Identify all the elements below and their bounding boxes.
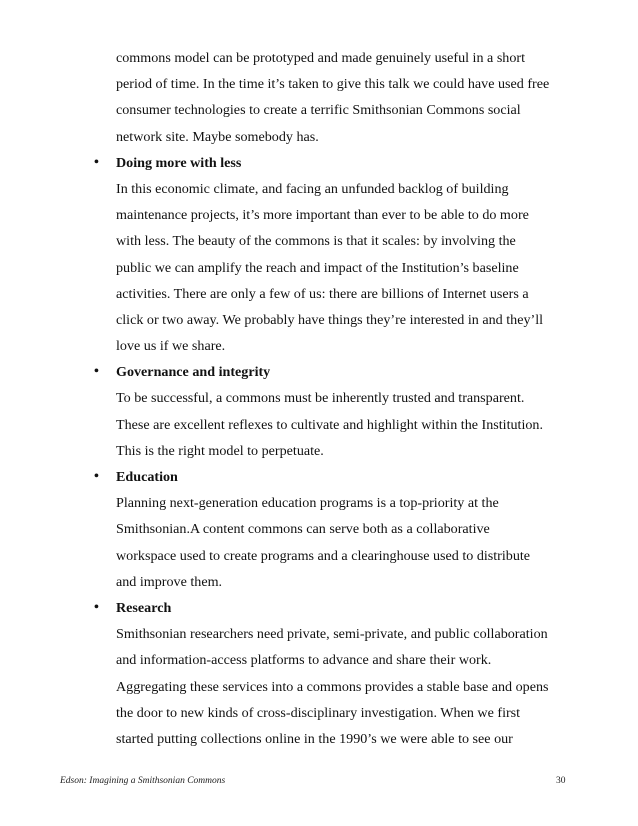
- section-heading-label: Education: [116, 469, 178, 485]
- intro-line: commons model can be prototyped and made genuinely useful in a short: [116, 50, 526, 66]
- paragraph-line: started putting collections online in the 1990’s we were able to see our: [116, 730, 513, 747]
- paragraph-line: with less. The beauty of the commons is that it scales: by involving the: [116, 233, 516, 250]
- section-heading-label: Governance and integrity: [116, 364, 271, 381]
- paragraph-line: public we can amplify the reach and impact of the Institution’s baseline: [116, 259, 519, 276]
- paragraph-line: love us if we share.: [116, 338, 226, 355]
- paragraph-line: In this economic climate, and facing an unfunded backlog of building: [116, 180, 509, 197]
- paragraph-line: This is the right model to perpetuate.: [116, 442, 324, 459]
- intro-line: consumer technologies to create a terrific Smithsonian Commons social: [116, 102, 521, 119]
- paragraph-line: maintenance projects, it’s more important than ever to be able to do more: [116, 207, 529, 224]
- paragraph-line: click or two away. We probably have things they’re interested in and they’ll: [116, 311, 544, 328]
- intro-line: period of time. In the time it’s taken to give this talk we could have used free: [116, 76, 550, 93]
- paragraph-line: Smithsonian researchers need private, semi-private, and public collaboration: [116, 626, 548, 643]
- section-heading-label: Doing more with less: [116, 154, 242, 171]
- paragraph-line: the door to new kinds of cross-disciplinary investigation. When we first: [116, 704, 521, 721]
- paragraph-line: workspace used to create programs and a clearinghouse used to distribute: [116, 547, 531, 564]
- section-heading-education: [94, 467, 586, 493]
- body-text: [0, 48, 638, 755]
- section-heading-governance-and-integrity: [94, 362, 586, 388]
- paragraph-line: To be successful, a commons must be inherently trusted and transparent.: [116, 390, 525, 407]
- paragraph-line: Aggregating these services into a commons provides a stable base and opens: [116, 678, 549, 695]
- section-heading-label: Research: [116, 599, 172, 616]
- bullet-icon: •: [94, 364, 99, 380]
- intro-line: network site. Maybe somebody has.: [116, 128, 319, 145]
- footer-running-title: Edson: Imagining a Smithsonian Commons: [60, 776, 226, 786]
- section-heading-research: [94, 598, 586, 624]
- bullet-icon: •: [94, 599, 99, 615]
- paragraph-line: and improve them.: [116, 573, 223, 590]
- paragraph-line: activities. There are only a few of us: there are billions of Internet users a: [116, 285, 529, 302]
- paragraph-line: and information-access platforms to advance and share their work.: [116, 652, 492, 669]
- section-heading-doing-more-with-less: [94, 153, 586, 179]
- paragraph-line: These are excellent reflexes to cultivate and highlight within the Institution.: [116, 416, 543, 433]
- bullet-icon: •: [94, 154, 99, 170]
- paragraph-line: Planning next-generation education programs is a top-priority at the: [116, 495, 499, 512]
- bullet-icon: •: [94, 469, 99, 484]
- paragraph-line: Smithsonian.A content commons can serve both as a collaborative: [116, 521, 490, 538]
- footer-page-number: 30: [556, 776, 566, 786]
